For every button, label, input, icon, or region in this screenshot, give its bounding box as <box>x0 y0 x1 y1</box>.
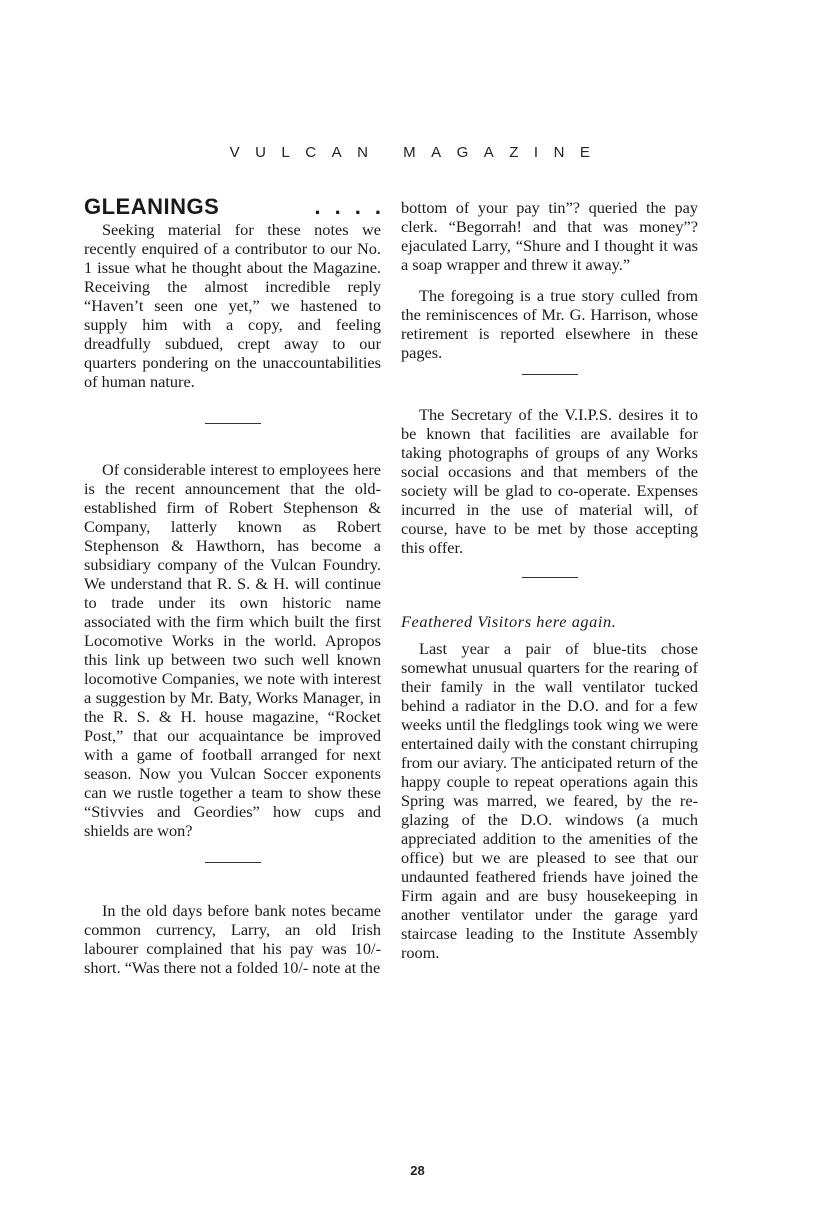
page-number: 28 <box>410 1163 425 1178</box>
paragraph-harrison-note: The foregoing is a true story culled from the reminiscences of Mr. G. Harrison, whose retirement is reported elsewhere in these pages. <box>401 286 698 362</box>
left-column <box>84 194 395 977</box>
paragraph-magazine-anecdote: Seeking material for these notes we recently enquired of a contributor to our No. 1 issue what he thought about the Magazine. Receiving the almost incredible reply “Haven’t seen one yet,” we hastened to supply him with a copy, and feeling dreadfully subdued, crept away to our quarters pondering on the unaccountabilities of human nature. <box>84 220 381 391</box>
article-title-dots: .... <box>314 194 395 219</box>
article-title <box>84 194 395 220</box>
paragraph-larry-story-continued: bottom of your pay tin”? queried the pay clerk. “Begorrah! and that was money”? ejaculated Larry, “Shure and I thought it was a soap wrapper and threw it away.” <box>401 198 698 274</box>
paragraph-larry-story: In the old days before bank notes became common currency, Larry, an old Irish labourer complained that his pay was 10/- short. “Was there not a folded 10/- note at the <box>84 901 381 977</box>
magazine-masthead: VULCAN MAGAZINE <box>229 144 606 161</box>
article-title-text: GLEANINGS <box>84 194 220 219</box>
paragraph-blue-tits: Last year a pair of blue-tits chose somewhat unusual quarters for the rearing of their family in the wall ventilator tucked behind a radiator in the D.O. and for a few weeks until the fledglings took wing we were entertained daily with the constant chirruping from our aviary. The anticipated return of the happy couple to repeat operations again this Spring was marred, we feared, by the re-glazing of the D.O. windows (a much appreciated addition to the amenities of the office) but we are pleased to see that our undaunted feathered friends have joined the Firm again and are busy housekeeping in another ventilator under the garage yard staircase leading to the Institute Assembly room. <box>401 639 698 962</box>
paragraph-stephenson-announcement: Of considerable interest to employees here is the recent announcement that the old-established firm of Robert Stephenson & Company, latterly known as Robert Stephenson & Hawthorn, has become a subsidiary company of the Vulcan Foundry. We understand that R. S. & H. will continue to trade under its own historic name associated with the firm which built the first Locomotive Works in the world. Apropos this link up between two such well known locomotive Companies, we note with interest a suggestion by Mr. Baty, Works Manager, in the R. S. & H. house magazine, “Rocket Post,” that our acquaintance be improved with a game of football arranged for next season. Now you Vulcan Soccer exponents can we rustle together a team to show these “Stivvies and Geordies” how cups and shields are won? <box>84 460 381 840</box>
right-column <box>401 198 698 962</box>
subheading-feathered-visitors: Feathered Visitors here again. <box>401 612 617 631</box>
paragraph-vips-notice: The Secretary of the V.I.P.S. desires it to be known that facilities are available for taking photographs of groups of any Works social occasions and that members of the society will be glad to co-operate. Expenses incurred in the use of material will, of course, have to be met by those accepting this offer. <box>401 405 698 557</box>
